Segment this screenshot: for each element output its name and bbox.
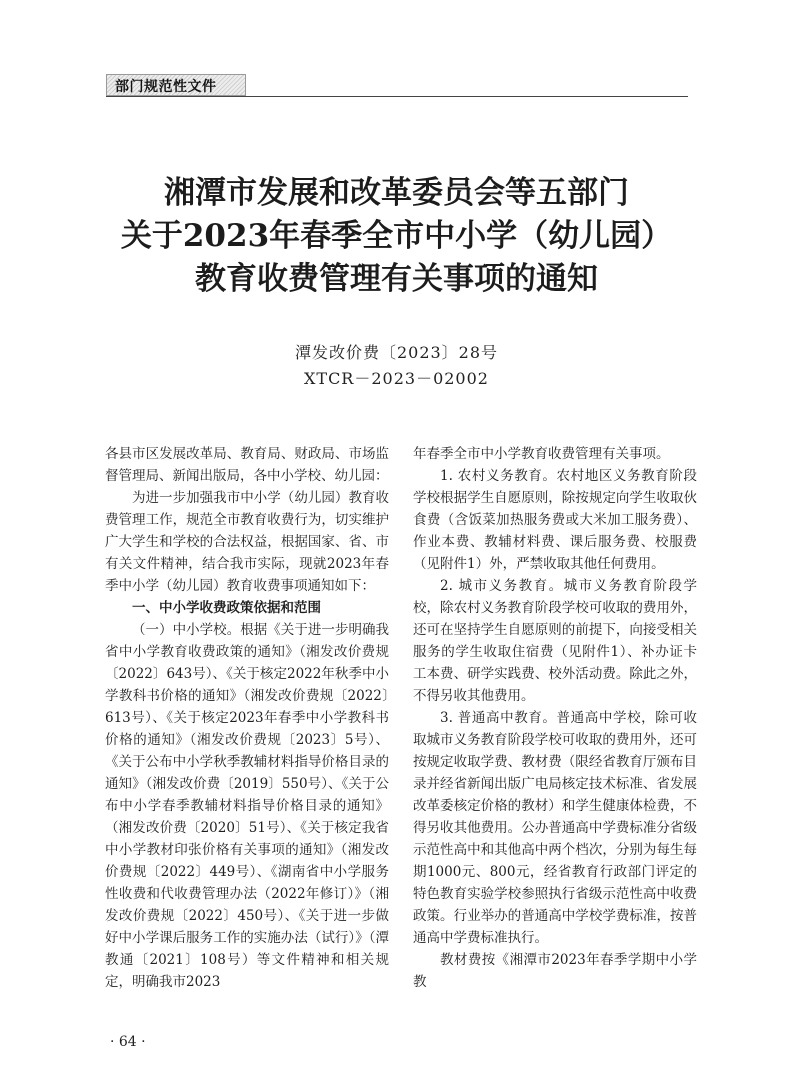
page-number: · 64 · <box>110 1034 146 1050</box>
paragraph-1-continued: 年春季全市中小学教育收费管理有关事项。 <box>413 446 670 462</box>
item-urban-compulsory: 2. 城市义务教育。城市义务教育阶段学校，除农村义务教育阶段学校可收取的费用外，还可在坚持学生自愿原则的前提下，向接受相关服务的学生收取住宿费（见附件1）、补办证卡工本费、研学实践费、校外活动费。除此之外，不得另收其他费用。 <box>413 578 697 704</box>
left-column <box>105 443 389 993</box>
intro-paragraph: 为进一步加强我市中小学（幼儿园）教育收费管理工作，规范全市教育收费行为，切实维护广大学生和学校的合法权益，根据国家、省、市有关文件精神，结合我市实际，现就2023年春季中小学（幼儿园）教育收费事项通知如下： <box>105 490 389 594</box>
item-textbook-fee: 教材费按《湘潭市2023年春季学期中小学教 <box>413 952 697 990</box>
document-number-line-1: 潭发改价费〔2023〕28号 <box>294 343 499 362</box>
header-rule <box>106 96 688 97</box>
item-rural-compulsory: 1. 农村义务教育。农村地区义务教育阶段学校根据学生自愿原则，除按规定向学生收取伙食费（含饭菜加热服务费或大米加工服务费）、作业本费、教辅材料费、课后服务费、校服费（见附件1）外，严禁收取其他任何费用。 <box>413 468 697 572</box>
title-line-1: 湘潭市发展和改革委员会等五部门 <box>164 175 629 211</box>
title-line-3: 教育收费管理有关事项的通知 <box>195 261 598 297</box>
title-line-2: 关于2023年春季全市中小学（幼儿园） <box>120 218 673 254</box>
right-column <box>413 443 697 993</box>
document-title <box>80 172 713 301</box>
item-senior-high: 3. 普通高中教育。普通高中学校，除可收取城市义务教育阶段学校可收取的费用外，还可按规定收取学费、教材费（限经省教育厅颁布目录并经省新闻出版广电局核定技术标准、省发展改革委核定价格的教材）和学生健康体检费，不得另收其他费用。公办普通高中学费标准分省级示范性高中和其他高中两个档次，分别为每生每期1000元、800元，经省教育行政部门评定的特色教育实验学校参照执行省级示范性高中收费政策。行业举办的普通高中学校学费标准，按普通高中学费标准执行。 <box>413 710 697 946</box>
section-heading-1: 一、中小学收费政策依据和范围 <box>132 600 321 616</box>
section-tag-label: 部门规范性文件 <box>115 79 217 95</box>
paragraph-1: （一）中小学校。根据《关于进一步明确我省中小学教育收费政策的通知》（湘发改价费规〔2022〕643号）、《关于核定2022年秋季中小学教科书价格的通知》（湘发改价费规〔2022〕613号）、《关于核定2023年春季中小学教科书价格的通知》（湘发改价费规〔2023〕5号）、《关于公布中小学秋季教辅材料指导价格目录的通知》（湘发改价费〔2019〕550号）、《关于公布中小学春季教辅材料指导价格目录的通知》（湘发改价费〔2020〕51号）、《关于核定我省中小学教材印张价格有关事项的通知》（湘发改价费规〔2022〕449号）、《湖南省中小学服务性收费和代收费管理办法（2022年修订）》（湘发改价费规〔2022〕450号）、《关于进一步做好中小学课后服务工作的实施办法（试行）》（潭教通〔2021〕108号）等文件精神和相关规定，明确我市2023 <box>105 622 389 990</box>
document-number <box>0 340 793 392</box>
addressees: 各县市区发展改革局、教育局、财政局、市场监督管理局、新闻出版局，各中小学校、幼儿园： <box>105 446 389 484</box>
section-tag <box>106 74 246 96</box>
document-number-line-2: XTCR－2023－02002 <box>304 369 489 388</box>
